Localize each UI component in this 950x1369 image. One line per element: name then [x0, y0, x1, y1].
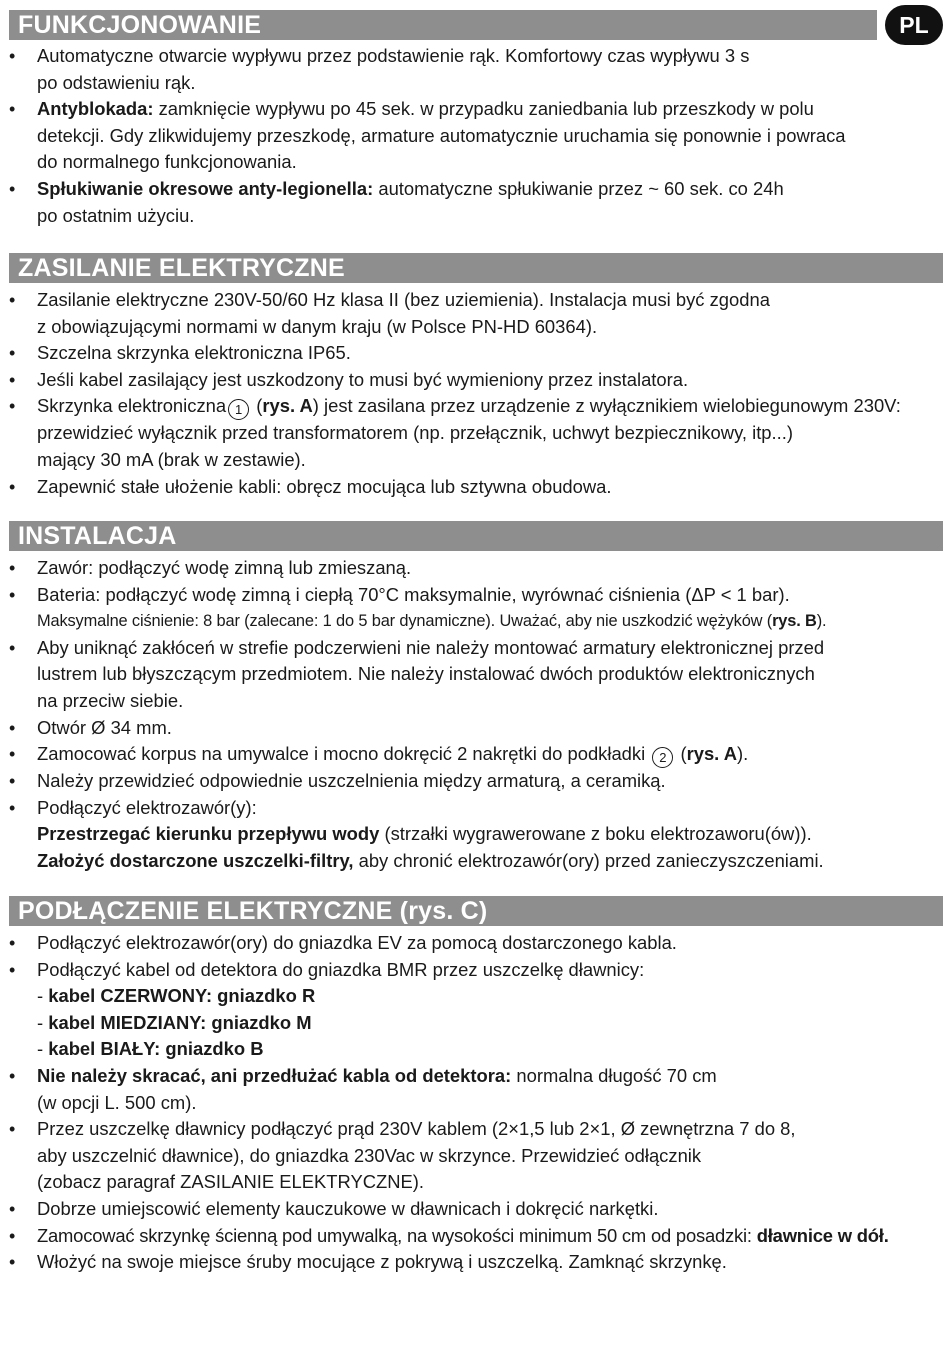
list-item: • Podłączyć kabel od detektora do gniazdka BMR przez uszczelkę dławnicy: - kabel CZERWONY: gniazdko R - kabel MIEDZIANY: gniazdko M - kabel BIAŁY: gniazdko B	[9, 957, 943, 1063]
list-item: • Skrzynka elektroniczna 1 (rys. A) jest zasilana przez urządzenie z wyłącznikiem wielobiegunowym 230V: przewidzieć wyłącznik przed transformatorem (np. przełącznik, uchwyt bezpiecznikowy, itp...) mający 30 mA (brak w zestawie).	[9, 393, 943, 473]
list-item: • Podłączyć elektrozawór(y): Przestrzegać kierunku przepływu wody (strzałki wygrawerowane z boku elektrozaworu(ów)). Założyć dostarczone uszczelki-filtry, aby chronić elektrozawór(ory) przed zanieczyszczeniami.	[9, 795, 943, 875]
list-item: • Zamocować korpus na umywalce i mocno dokręcić 2 nakrętki do podkładki 2 (rys. A).	[9, 741, 943, 768]
section-list	[9, 287, 943, 500]
list-item: • Przez uszczelkę dławnicy podłączyć prąd 230V kablem (2×1,5 lub 2×1, Ø zewnętrzna 7 do 8, aby uszczelnić dławnice), do gniazdka 230Vac w skrzynce. Przewidzieć odłącznik (zobacz paragraf ZASILANIE ELEKTRYCZNE).	[9, 1116, 943, 1196]
list-item: • Bateria: podłączyć wodę zimną i ciepłą 70°C maksymalnie, wyrównać ciśnienia (ΔP < 1 bar). Maksymalne ciśnienie: 8 bar (zalecane: 1 do 5 bar dynamiczne). Uważać, aby nie uszkodzić wężyków (rys. B).	[9, 582, 943, 635]
section-title: FUNKCJONOWANIE	[9, 10, 877, 40]
section-title: ZASILANIE ELEKTRYCZNE	[9, 253, 943, 283]
list-item: • Zamocować skrzynkę ścienną pod umywalką, na wysokości minimum 50 cm od posadzki: dławnice w dół.	[9, 1223, 943, 1250]
section-list	[9, 43, 943, 229]
list-item: • Spłukiwanie okresowe anty-legionella: automatyczne spłukiwanie przez ~ 60 sek. co 24h po ostatnim użyciu.	[9, 176, 943, 229]
list-item: • Dobrze umiejscowić elementy kauczukowe w dławnicach i dokręcić narkętki.	[9, 1196, 943, 1223]
list-item: • Włożyć na swoje miejsce śruby mocujące z pokrywą i uszczelką. Zamknąć skrzynkę.	[9, 1249, 943, 1276]
callout-number-2: 2	[652, 747, 673, 768]
section-list	[9, 555, 943, 875]
section-list	[9, 930, 943, 1276]
list-item: • Zasilanie elektryczne 230V-50/60 Hz klasa II (bez uziemienia). Instalacja musi być zgodna z obowiązującymi normami w danym kraju (w Polsce PN-HD 60364).	[9, 287, 943, 340]
list-item: • Szczelna skrzynka elektroniczna IP65.	[9, 340, 943, 367]
language-badge: PL	[885, 5, 943, 45]
list-item: • Jeśli kabel zasilający jest uszkodzony to musi być wymieniony przez instalatora.	[9, 367, 943, 394]
section-funkcjonowanie	[9, 10, 943, 229]
list-item: • Zapewnić stałe ułożenie kabli: obręcz mocująca lub sztywna obudowa.	[9, 474, 943, 501]
list-item: • Podłączyć elektrozawór(ory) do gniazdka EV za pomocą dostarczonego kabla.	[9, 930, 943, 957]
list-item: • Należy przewidzieć odpowiednie uszczelnienia między armaturą, a ceramiką.	[9, 768, 943, 795]
callout-number-1: 1	[228, 399, 249, 420]
list-item: • Automatyczne otwarcie wypływu przez podstawienie rąk. Komfortowy czas wypływu 3 s po odstawieniu rąk.	[9, 43, 943, 96]
section-instalacja	[9, 521, 943, 875]
section-title: INSTALACJA	[9, 521, 943, 551]
list-item: • Aby uniknąć zakłóceń w strefie podczerwieni nie należy montować armatury elektronicznej przed lustrem lub błyszczącym przedmiotem. Nie należy instalować dwóch produktów elektronicznych na przeciw siebie.	[9, 635, 943, 715]
section-title: PODŁĄCZENIE ELEKTRYCZNE (rys. C)	[9, 896, 943, 926]
list-item: • Antyblokada: zamknięcie wypływu po 45 sek. w przypadku zaniedbania lub przeszkody w polu detekcji. Gdy zlikwidujemy przeszkodę, armature automatycznie uruchamia się ponownie i powraca do normalnego funkcjonowania.	[9, 96, 943, 176]
section-podlaczenie-elektryczne	[9, 896, 943, 1276]
list-item: • Nie należy skracać, ani przedłużać kabla od detektora: normalna długość 70 cm (w opcji L. 500 cm).	[9, 1063, 943, 1116]
list-item: • Zawór: podłączyć wodę zimną lub zmieszaną.	[9, 555, 943, 582]
section-zasilanie-elektryczne	[9, 253, 943, 500]
list-item: • Otwór Ø 34 mm.	[9, 715, 943, 742]
